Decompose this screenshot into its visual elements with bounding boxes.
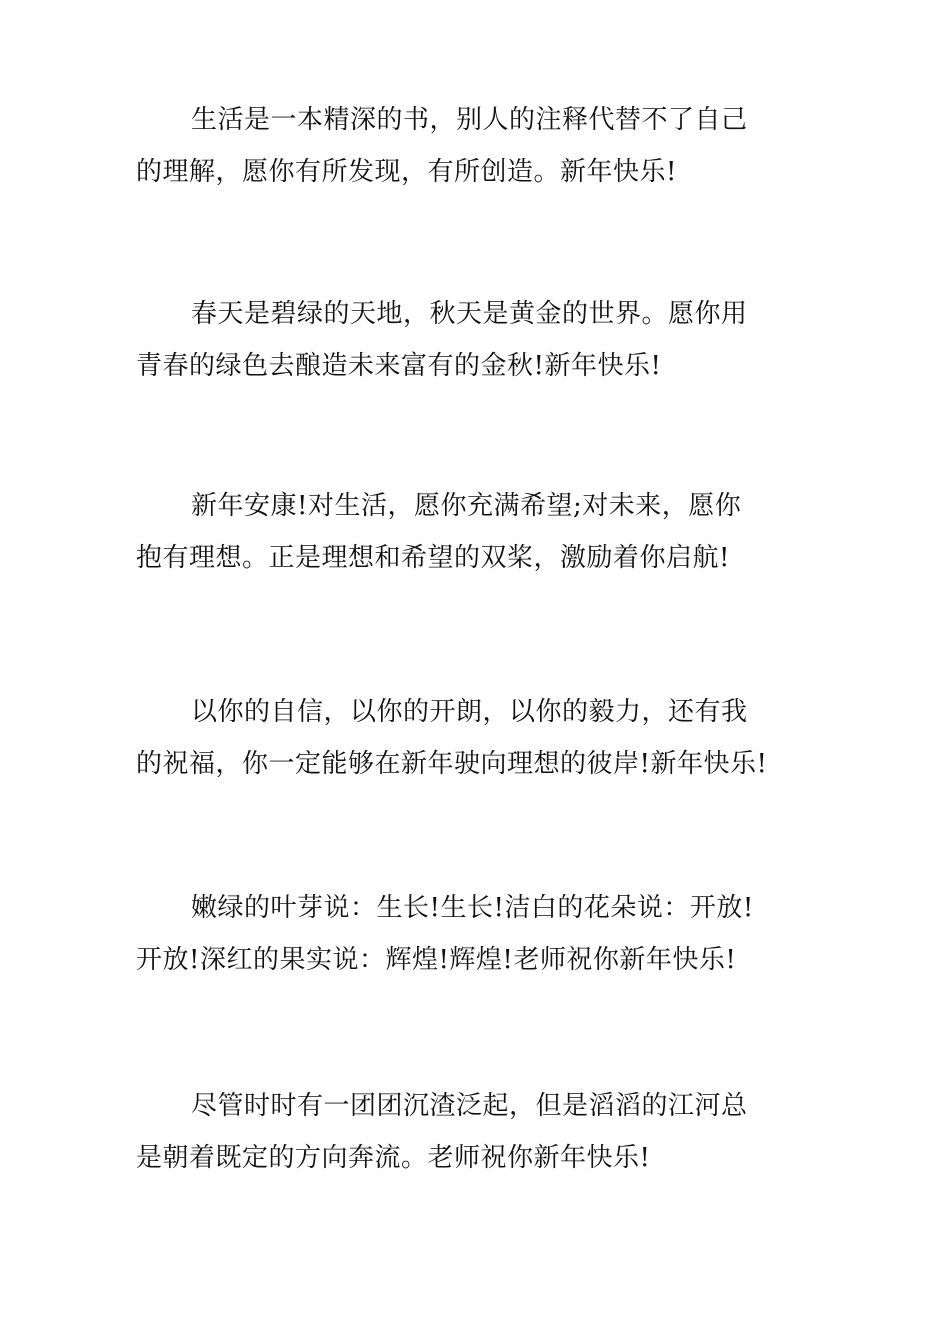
paragraph-6 (136, 1080, 836, 1184)
paragraph-line: 春天是碧绿的天地，秋天是黄金的世界。愿你用 (191, 299, 748, 329)
paragraph-line: 是朝着既定的方向奔流。老师祝你新年快乐! (136, 1143, 651, 1173)
paragraph-5 (136, 882, 836, 986)
paragraph-4 (136, 686, 836, 790)
paragraph-line: 青春的绿色去酿造未来富有的金秋!新年快乐! (136, 351, 662, 381)
paragraph-line: 的理解，愿你有所发现，有所创造。新年快乐! (136, 157, 677, 187)
paragraph-line: 尽管时时有一团团沉渣泛起，但是滔滔的江河总 (191, 1091, 748, 1121)
paragraph-line: 开放!深红的果实说：辉煌!辉煌!老师祝你新年快乐! (136, 945, 737, 975)
paragraph-2 (136, 288, 836, 392)
paragraph-line: 嫩绿的叶芽说：生长!生长!洁白的花朵说：开放! (191, 893, 754, 923)
paragraph-1 (136, 94, 836, 198)
paragraph-line: 新年安康!对生活，愿你充满希望;对未来，愿你 (191, 491, 742, 521)
paragraph-line: 的祝福，你一定能够在新年驶向理想的彼岸!新年快乐! (136, 749, 768, 779)
paragraph-line: 抱有理想。正是理想和希望的双桨，激励着你启航! (136, 543, 730, 573)
paragraph-line: 生活是一本精深的书，别人的注释代替不了自己 (191, 105, 748, 135)
paragraph-line: 以你的自信，以你的开朗，以你的毅力，还有我 (191, 697, 748, 727)
paragraph-3 (136, 480, 836, 584)
